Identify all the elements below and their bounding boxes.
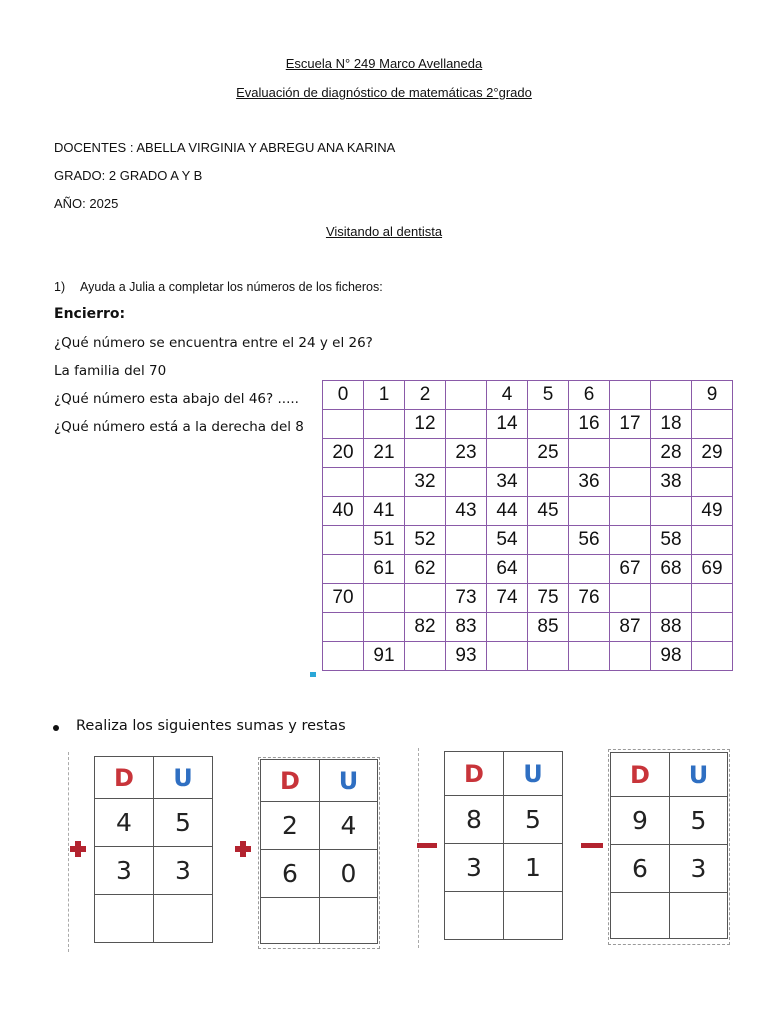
grid-number-cell: 88 xyxy=(651,613,692,642)
du-table-3 xyxy=(444,751,563,940)
grid-empty-cell[interactable] xyxy=(692,468,733,497)
grid-number-cell: 76 xyxy=(569,584,610,613)
grid-number-cell: 68 xyxy=(651,555,692,584)
tens-digit: 6 xyxy=(261,850,320,898)
grid-number-cell: 49 xyxy=(692,497,733,526)
grid-number-cell: 17 xyxy=(610,410,651,439)
grid-number-cell: 52 xyxy=(405,526,446,555)
grid-empty-cell[interactable] xyxy=(692,526,733,555)
grid-empty-cell[interactable] xyxy=(364,410,405,439)
number-grid xyxy=(322,380,733,671)
grid-empty-cell[interactable] xyxy=(651,497,692,526)
units-digit: 5 xyxy=(670,797,728,845)
grid-number-cell: 28 xyxy=(651,439,692,468)
question-3: ¿Qué número esta abajo del 46? ..... xyxy=(54,391,299,407)
grid-number-cell: 58 xyxy=(651,526,692,555)
grid-empty-cell[interactable] xyxy=(364,468,405,497)
grid-number-cell: 23 xyxy=(446,439,487,468)
bullet-icon xyxy=(53,725,59,731)
grid-number-cell: 18 xyxy=(651,410,692,439)
units-header: U xyxy=(320,760,378,802)
grid-row xyxy=(323,381,733,410)
grid-number-cell: 87 xyxy=(610,613,651,642)
answer-tens-cell[interactable] xyxy=(95,895,154,943)
question-2: La familia del 70 xyxy=(54,363,167,379)
plus-sign-icon xyxy=(235,841,251,857)
grid-empty-cell[interactable] xyxy=(610,468,651,497)
exercise-1-number: 1) xyxy=(54,280,66,294)
grid-number-cell: 70 xyxy=(323,584,364,613)
anio-line: AÑO: 2025 xyxy=(54,196,119,211)
units-digit: 3 xyxy=(154,847,213,895)
grid-empty-cell[interactable] xyxy=(323,468,364,497)
docentes-line: DOCENTES : ABELLA VIRGINIA Y ABREGU ANA KARINA xyxy=(54,140,396,155)
grid-row xyxy=(323,642,733,671)
answer-units-cell[interactable] xyxy=(504,892,563,940)
grid-number-cell: 16 xyxy=(569,410,610,439)
grid-row xyxy=(323,584,733,613)
grid-empty-cell[interactable] xyxy=(487,439,528,468)
grid-empty-cell[interactable] xyxy=(364,584,405,613)
grid-empty-cell[interactable] xyxy=(528,526,569,555)
grid-empty-cell[interactable] xyxy=(569,642,610,671)
grid-empty-cell[interactable] xyxy=(405,497,446,526)
grid-number-cell: 20 xyxy=(323,439,364,468)
grid-empty-cell[interactable] xyxy=(405,584,446,613)
units-digit: 5 xyxy=(154,799,213,847)
tens-digit: 2 xyxy=(261,802,320,850)
grid-number-cell: 40 xyxy=(323,497,364,526)
du-table-4 xyxy=(610,752,728,939)
grid-empty-cell[interactable] xyxy=(692,613,733,642)
grid-number-cell: 54 xyxy=(487,526,528,555)
grid-empty-cell[interactable] xyxy=(446,468,487,497)
dashed-guide xyxy=(68,752,69,952)
grid-number-cell: 4 xyxy=(487,381,528,410)
dashed-guide xyxy=(418,748,419,948)
answer-units-cell[interactable] xyxy=(670,893,728,939)
grid-number-cell: 32 xyxy=(405,468,446,497)
grid-empty-cell[interactable] xyxy=(610,584,651,613)
tens-digit: 9 xyxy=(611,797,670,845)
grid-number-cell: 29 xyxy=(692,439,733,468)
tens-header: D xyxy=(445,752,504,796)
grid-empty-cell[interactable] xyxy=(528,555,569,584)
answer-tens-cell[interactable] xyxy=(445,892,504,940)
units-digit: 3 xyxy=(670,845,728,893)
evaluation-title: Evaluación de diagnóstico de matemáticas 2°grado xyxy=(236,85,532,100)
grid-number-cell: 56 xyxy=(569,526,610,555)
school-name: Escuela N° 249 Marco Avellaneda xyxy=(285,56,483,71)
grid-number-cell: 14 xyxy=(487,410,528,439)
grid-empty-cell[interactable] xyxy=(692,584,733,613)
minus-sign-icon xyxy=(581,843,603,848)
grid-empty-cell[interactable] xyxy=(651,381,692,410)
grid-number-cell: 51 xyxy=(364,526,405,555)
grid-empty-cell[interactable] xyxy=(405,642,446,671)
grid-empty-cell[interactable] xyxy=(610,439,651,468)
tens-digit: 6 xyxy=(611,845,670,893)
grid-row xyxy=(323,555,733,584)
grid-number-cell: 67 xyxy=(610,555,651,584)
grid-number-cell: 85 xyxy=(528,613,569,642)
encierro-label: Encierro: xyxy=(54,306,126,322)
grid-empty-cell[interactable] xyxy=(323,642,364,671)
grid-number-cell: 83 xyxy=(446,613,487,642)
exercise-1-text: Ayuda a Julia a completar los números de los ficheros: xyxy=(80,280,383,294)
grid-number-cell: 0 xyxy=(323,381,364,410)
grid-number-cell: 69 xyxy=(692,555,733,584)
grid-empty-cell[interactable] xyxy=(692,642,733,671)
grid-empty-cell[interactable] xyxy=(569,555,610,584)
grid-empty-cell[interactable] xyxy=(323,410,364,439)
grid-empty-cell[interactable] xyxy=(446,410,487,439)
grid-empty-cell[interactable] xyxy=(446,555,487,584)
grid-number-cell: 61 xyxy=(364,555,405,584)
grid-empty-cell[interactable] xyxy=(610,497,651,526)
grid-number-cell: 82 xyxy=(405,613,446,642)
units-header: U xyxy=(504,752,563,796)
exercise-2-text: Realiza los siguientes sumas y restas xyxy=(76,718,346,734)
grid-number-cell: 73 xyxy=(446,584,487,613)
grid-empty-cell[interactable] xyxy=(323,555,364,584)
grid-empty-cell[interactable] xyxy=(446,381,487,410)
grid-empty-cell[interactable] xyxy=(528,468,569,497)
grid-row xyxy=(323,468,733,497)
answer-tens-cell[interactable] xyxy=(261,898,320,944)
grid-empty-cell[interactable] xyxy=(323,613,364,642)
grid-empty-cell[interactable] xyxy=(569,613,610,642)
grid-empty-cell[interactable] xyxy=(692,410,733,439)
grid-row xyxy=(323,410,733,439)
tens-digit: 3 xyxy=(95,847,154,895)
minus-sign-icon xyxy=(417,843,437,848)
grid-number-cell: 9 xyxy=(692,381,733,410)
grid-row xyxy=(323,526,733,555)
grid-number-cell: 2 xyxy=(405,381,446,410)
grid-number-cell: 45 xyxy=(528,497,569,526)
grid-empty-cell[interactable] xyxy=(446,526,487,555)
grid-number-cell: 43 xyxy=(446,497,487,526)
grid-number-cell: 64 xyxy=(487,555,528,584)
grid-number-cell: 25 xyxy=(528,439,569,468)
grid-number-cell: 62 xyxy=(405,555,446,584)
units-digit: 4 xyxy=(320,802,378,850)
grid-empty-cell[interactable] xyxy=(569,439,610,468)
blue-mark xyxy=(310,672,316,677)
grid-empty-cell[interactable] xyxy=(610,642,651,671)
units-digit: 0 xyxy=(320,850,378,898)
grid-number-cell: 21 xyxy=(364,439,405,468)
grid-number-cell: 75 xyxy=(528,584,569,613)
grado-line: GRADO: 2 GRADO A Y B xyxy=(54,168,203,183)
grid-number-cell: 74 xyxy=(487,584,528,613)
tens-digit: 8 xyxy=(445,796,504,844)
units-digit: 5 xyxy=(504,796,563,844)
tens-header: D xyxy=(611,753,670,797)
grid-number-cell: 5 xyxy=(528,381,569,410)
grid-number-cell: 98 xyxy=(651,642,692,671)
du-table-1 xyxy=(94,756,213,943)
plus-sign-icon xyxy=(70,841,86,857)
grid-number-cell: 41 xyxy=(364,497,405,526)
grid-empty-cell[interactable] xyxy=(364,613,405,642)
question-1: ¿Qué número se encuentra entre el 24 y el 26? xyxy=(54,335,373,351)
grid-number-cell: 12 xyxy=(405,410,446,439)
grid-empty-cell[interactable] xyxy=(528,410,569,439)
units-header: U xyxy=(154,757,213,799)
grid-empty-cell[interactable] xyxy=(610,381,651,410)
grid-empty-cell[interactable] xyxy=(487,642,528,671)
grid-number-cell: 44 xyxy=(487,497,528,526)
grid-row xyxy=(323,439,733,468)
grid-number-cell: 38 xyxy=(651,468,692,497)
answer-tens-cell[interactable] xyxy=(611,893,670,939)
tens-digit: 4 xyxy=(95,799,154,847)
grid-number-cell: 1 xyxy=(364,381,405,410)
grid-empty-cell[interactable] xyxy=(651,584,692,613)
tens-header: D xyxy=(261,760,320,802)
grid-empty-cell[interactable] xyxy=(569,497,610,526)
answer-units-cell[interactable] xyxy=(154,895,213,943)
units-digit: 1 xyxy=(504,844,563,892)
grid-empty-cell[interactable] xyxy=(528,642,569,671)
answer-units-cell[interactable] xyxy=(320,898,378,944)
du-table-2 xyxy=(260,759,378,944)
grid-number-cell: 36 xyxy=(569,468,610,497)
grid-empty-cell[interactable] xyxy=(405,439,446,468)
tens-header: D xyxy=(95,757,154,799)
grid-empty-cell[interactable] xyxy=(610,526,651,555)
tens-digit: 3 xyxy=(445,844,504,892)
grid-row xyxy=(323,497,733,526)
grid-number-cell: 93 xyxy=(446,642,487,671)
grid-empty-cell[interactable] xyxy=(487,613,528,642)
grid-row xyxy=(323,613,733,642)
question-4: ¿Qué número está a la derecha del 8 xyxy=(54,419,304,435)
units-header: U xyxy=(670,753,728,797)
grid-number-cell: 34 xyxy=(487,468,528,497)
grid-number-cell: 91 xyxy=(364,642,405,671)
grid-number-cell: 6 xyxy=(569,381,610,410)
grid-empty-cell[interactable] xyxy=(323,526,364,555)
section-title: Visitando al dentista xyxy=(325,224,443,239)
